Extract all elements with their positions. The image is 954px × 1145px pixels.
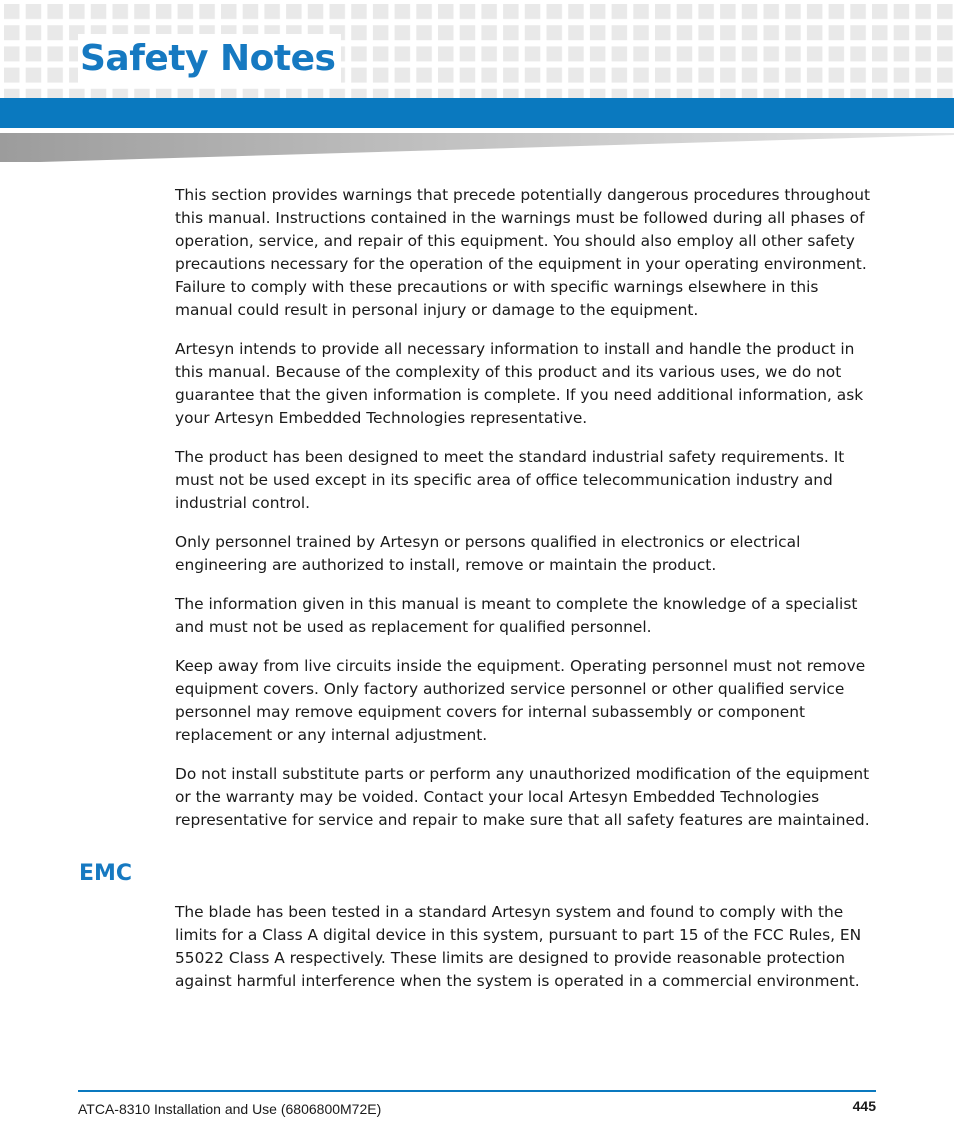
header-pattern xyxy=(0,0,954,98)
safety-notes-body xyxy=(175,184,875,848)
paragraph: The blade has been tested in a standard Artesyn system and found to comply with the limits for a Class A digital device in this system, pursuant to part 15 of the FCC Rules, EN 55022 Class A respectively. These limits are designed to provide reasonable protection against harmful interference when the system is operated in a commercial environment. xyxy=(175,903,862,990)
page-number: 445 xyxy=(852,1098,876,1114)
paragraph: The information given in this manual is meant to complete the knowledge of a specialist and must not be used as replacement for qualified personnel. xyxy=(175,595,858,636)
header-accent-bar xyxy=(0,98,954,128)
paragraph: The product has been designed to meet the standard industrial safety requirements. It must not be used except in its specific area of office telecommunication industry and industrial control. xyxy=(175,448,845,512)
paragraph: Keep away from live circuits inside the equipment. Operating personnel must not remove equipment covers. Only factory authorized service personnel or other qualified service personnel may remove equipment covers for internal subassembly or component replacement or any internal adjustment. xyxy=(175,657,866,744)
emc-body xyxy=(175,901,875,993)
page-title: Safety Notes xyxy=(78,34,341,84)
paragraph: Artesyn intends to provide all necessary information to install and handle the product in this manual. Because of the complexity of this product and its various uses, we do not guarantee that the given information is complete. If you need additional information, ask your Artesyn Embedded Technologies representative. xyxy=(175,340,864,427)
paragraph: This section provides warnings that precede potentially dangerous procedures throughout this manual. Instructions contained in the warnings must be followed during all phases of operation, service, and repair of this equipment. You should also employ all other safety precautions necessary for the operation of the equipment in your operating environment. Failure to comply with these precautions or with specific warnings elsewhere in this manual could result in personal injury or damage to the equipment. xyxy=(175,186,871,319)
header-gray-wedge xyxy=(0,133,954,163)
footer-divider xyxy=(78,1090,876,1092)
footer-document-title: ATCA-8310 Installation and Use (6806800M72E) xyxy=(78,1101,382,1117)
section-heading-emc: EMC xyxy=(79,861,133,886)
paragraph: Do not install substitute parts or perform any unauthorized modification of the equipment or the warranty may be voided. Contact your local Artesyn Embedded Technologies representative for service and repair to make sure that all safety features are maintained. xyxy=(175,765,870,829)
paragraph: Only personnel trained by Artesyn or persons qualified in electronics or electrical engineering are authorized to install, remove or maintain the product. xyxy=(175,533,801,574)
